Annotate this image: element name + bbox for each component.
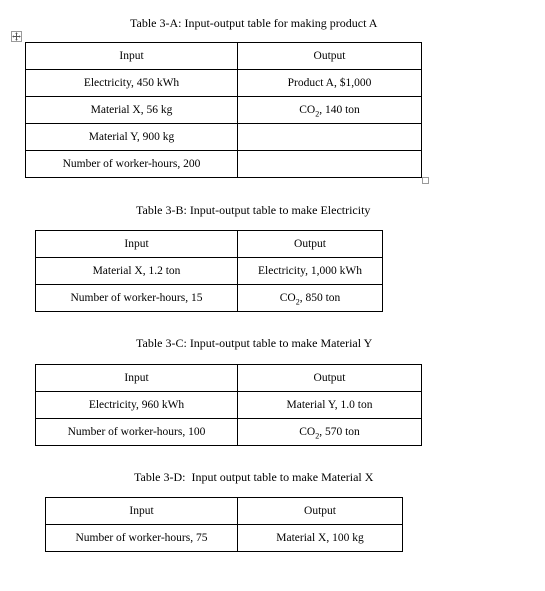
co2-amount: , 140 ton [319,104,360,116]
table-row [36,419,422,446]
table-header-row [26,43,422,70]
table-caption: Table 3-B: Input-output table to make Electricity [136,203,371,217]
output-cell [238,419,422,446]
output-cell [238,151,422,178]
input-cell: Electricity, 960 kWh [36,392,238,419]
output-cell: Material X, 100 kg [238,525,403,552]
input-output-table-c [35,364,422,446]
output-cell [238,97,422,124]
table-header-row [46,498,403,525]
input-cell: Material Y, 900 kg [26,124,238,151]
input-cell: Number of worker-hours, 75 [46,525,238,552]
output-cell: Electricity, 1,000 kWh [238,258,383,285]
output-header: Output [238,498,403,525]
input-header: Input [26,43,238,70]
input-cell: Number of worker-hours, 100 [36,419,238,446]
table-row [26,124,422,151]
co2-label: CO [299,426,316,438]
output-cell [238,285,383,312]
input-cell: Number of worker-hours, 15 [36,285,238,312]
input-cell: Electricity, 450 kWh [26,70,238,97]
input-header: Input [46,498,238,525]
table-row [26,151,422,178]
output-cell: Product A, $1,000 [238,70,422,97]
co2-subscript: 2 [315,431,320,441]
table-row [36,285,383,312]
table-caption: Table 3-A: Input-output table for making product A [130,16,378,30]
co2-amount: , 850 ton [299,292,341,304]
output-header: Output [238,231,383,258]
input-cell: Number of worker-hours, 200 [26,151,238,178]
table-caption: Table 3-D: Input output table to make Material X [134,470,374,484]
output-header: Output [238,365,422,392]
input-output-table-a [25,42,422,178]
co2-label: CO [299,104,316,116]
input-cell: Material X, 56 kg [26,97,238,124]
input-output-table-b [35,230,383,312]
table-row [26,70,422,97]
co2-amount: , 570 ton [319,426,360,438]
table-caption: Table 3-C: Input-output table to make Material Y [136,336,373,350]
output-cell: Material Y, 1.0 ton [238,392,422,419]
input-cell: Material X, 1.2 ton [36,258,238,285]
table-row [26,97,422,124]
table-resize-handle-icon[interactable] [422,177,429,184]
input-header: Input [36,231,238,258]
co2-label: CO [279,292,296,304]
table-row [36,258,383,285]
co2-subscript: 2 [315,109,320,119]
table-row [36,392,422,419]
table-row [46,525,403,552]
input-output-table-d [45,497,403,552]
output-cell [238,124,422,151]
co2-subscript: 2 [295,297,300,307]
table-header-row [36,365,422,392]
output-header: Output [238,43,422,70]
input-header: Input [36,365,238,392]
table-move-handle-icon[interactable] [11,31,22,42]
table-header-row [36,231,383,258]
